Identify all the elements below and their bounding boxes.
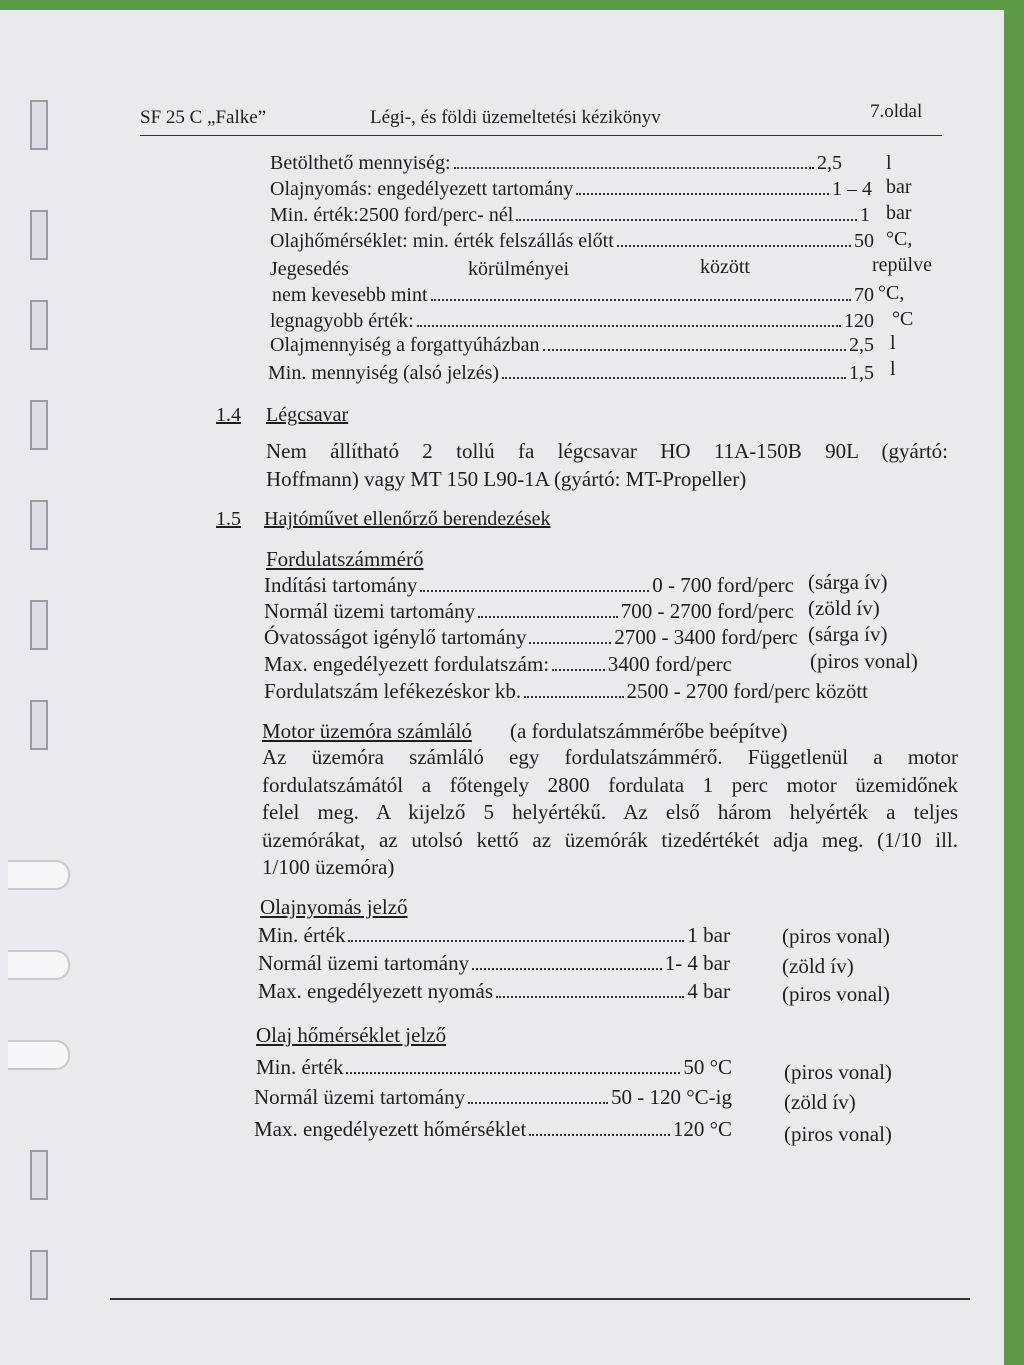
leader-dots [472,968,662,970]
row-label: Normál üzemi tartomány [254,1085,466,1109]
row-label: Max. engedélyezett fordulatszám: [264,652,550,676]
row-value: 0 - 700 ford/perc [652,573,794,597]
rpm-row [264,624,798,650]
spiral-binding [0,40,78,1360]
row-label: Normál üzemi tartomány [264,599,476,623]
section-title: Légcsavar [266,404,349,426]
paragraph-line: üzemórákat, az utolsó kettő az üzemórák tizedértékét adja meg. (1/10 ill. [262,827,958,852]
row-note: (zöld ív) [808,596,880,620]
leader-dots [576,193,829,195]
leader-dots [420,590,649,592]
spec-value: 1 – 4 [832,178,872,200]
aircraft-title: SF 25 C „Falke” [140,107,267,128]
row-value: 2700 - 3400 ford/perc [614,625,798,649]
punch-hole [30,600,48,650]
row-note: (sárga ív) [808,622,888,646]
icing-word: között [700,256,750,278]
spec-label: Olajhőmérséklet: min. érték felszállás előtt [270,230,614,252]
spec-unit: l [886,152,892,174]
leader-dots [478,616,618,618]
punch-hole [30,500,48,550]
propeller-paragraph [266,438,948,493]
spec-value: 50 [854,230,874,252]
punch-hole [30,300,48,350]
spec-value: 1 [860,204,870,226]
rpm-row [264,598,794,624]
row-value: 4 bar [687,979,730,1003]
row-note: (piros vonal) [810,649,918,673]
subsection-title: Motor üzemóra számláló [262,719,472,743]
spec-label: nem kevesebb mint [272,284,428,306]
paragraph-line: Hoffmann) vagy MT 150 L90-1A (gyártó: MT-Propeller) [266,466,747,491]
punch-hole [30,1150,48,1200]
gauge-row [258,978,730,1004]
paragraph-line: fordulatszámától a főtengely 2800 fordulata 1 perc motor üzemidőnek [262,772,958,797]
row-note: (zöld ív) [782,954,854,978]
manual-page [0,10,1004,1365]
gauge-row [256,1054,732,1080]
section-number: 1.5 [216,508,241,530]
leader-dots [529,642,611,644]
spec-row [272,282,874,308]
paragraph-line: 1/100 üzemóra) [262,855,395,879]
footer-divider [110,1298,970,1300]
row-label: Indítási tartomány [264,573,418,597]
row-note: (piros vonal) [782,924,890,948]
spec-row [270,228,874,254]
leader-dots [524,696,623,698]
row-note: (piros vonal) [782,982,890,1006]
leader-dots [346,1072,680,1074]
icing-word: körülményei [468,258,570,280]
spec-label: Olajnyomás: engedélyezett tartomány [270,178,574,200]
row-value: 3400 ford/perc [607,652,732,676]
icing-word: repülve [872,254,932,276]
spec-label: Betölthető mennyiség: [270,152,451,174]
rpm-row [264,678,868,704]
gauge-row [258,950,730,976]
gauge-row [258,922,730,948]
row-value: 50 °C [683,1055,732,1079]
page-number: 7.oldal [870,101,923,122]
subsection-title: Olajnyomás jelző [260,895,408,919]
spec-label: Min. mennyiség (alsó jelzés) [268,362,500,384]
spec-row [270,150,842,176]
paragraph-line: felel meg. A kijelző 5 helyértékű. Az első három helyérték a teljes [262,800,958,824]
row-value: 120 °C [672,1117,732,1141]
row-note: (sárga ív) [808,570,888,594]
leader-dots [543,349,846,351]
row-value: 1- 4 bar [664,951,730,975]
rpm-row [264,572,794,598]
row-label: Fordulatszám lefékezéskor kb. [264,679,522,703]
punch-hole [30,400,48,450]
spec-unit: °C [892,308,914,330]
row-label: Max. engedélyezett nyomás [258,979,493,1003]
spec-label: Min. érték:2500 ford/perc- nél [270,204,514,226]
punch-hole [30,100,48,150]
spec-label: legnagyobb érték: [270,310,414,332]
row-label: Max. engedélyezett hőmérséklet [254,1117,527,1141]
section-title: Hajtóművet ellenőrző berendezések [264,508,551,530]
icing-word: Jegesedés [270,258,349,280]
leader-dots [552,669,605,671]
spec-unit: bar [886,176,912,198]
spec-unit: °C, [878,282,905,304]
leader-dots [468,1102,608,1104]
spec-unit: l [890,332,896,354]
spec-value: 2,5 [849,334,874,356]
row-value: 1 bar [687,923,730,947]
punch-hole [30,700,48,750]
leader-dots [502,377,846,379]
spec-value: 2,5 [817,152,842,174]
punch-hole [30,210,48,260]
leader-dots [454,167,814,169]
leader-dots [431,299,851,301]
binding-ring [8,860,70,890]
leader-dots [496,996,684,998]
row-value: 50 - 120 °C-ig [611,1085,732,1109]
row-note: (piros vonal) [784,1060,892,1084]
spec-label: Olajmennyiség a forgattyúházban [270,334,540,356]
spec-value: 120 [844,310,874,332]
spec-row [270,202,870,228]
row-note: (piros vonal) [784,1122,892,1146]
section-number: 1.4 [216,404,241,426]
subsection-title: Fordulatszámmérő [266,547,424,571]
punch-hole [30,1250,48,1300]
leader-dots [617,245,851,247]
spec-row [268,360,874,386]
spec-unit: bar [886,202,912,224]
binding-ring [8,1040,70,1070]
manual-title: Légi-, és földi üzemeltetési kézikönyv [370,107,661,128]
leader-dots [348,940,684,942]
spec-value: 70 [854,284,874,306]
spec-row [270,332,874,358]
leader-dots [516,219,857,221]
row-label: Min. érték [258,923,346,947]
row-value: 700 - 2700 ford/perc [620,599,794,623]
subsection-note: (a fordulatszámmérőbe beépítve) [510,719,788,743]
spec-value: 1,5 [849,362,874,384]
spec-unit: °C, [886,228,913,250]
row-note: (zöld ív) [784,1090,856,1114]
gauge-row [254,1084,732,1110]
rpm-row [264,651,732,677]
leader-dots [417,325,841,327]
paragraph-line: Az üzemóra számláló egy fordulatszámmérő. Függetlenül a motor [262,745,958,769]
row-value: 2500 - 2700 ford/perc között [626,679,868,703]
subsection-title: Olaj hőmérséklet jelző [256,1023,447,1047]
header-divider [140,135,942,136]
leader-dots [529,1134,670,1136]
spec-row [270,308,874,334]
row-label: Óvatosságot igénylő tartomány [264,625,527,649]
spec-unit: l [890,358,896,380]
row-label: Min. érték [256,1055,344,1079]
row-label: Normál üzemi tartomány [258,951,470,975]
spec-row [270,176,872,202]
gauge-row [254,1116,732,1142]
paragraph-line: Nem állítható 2 tollú fa légcsavar HO 11A-150B 90L (gyártó: [266,439,948,463]
binding-ring [8,950,70,980]
hour-meter-paragraph [262,744,958,882]
